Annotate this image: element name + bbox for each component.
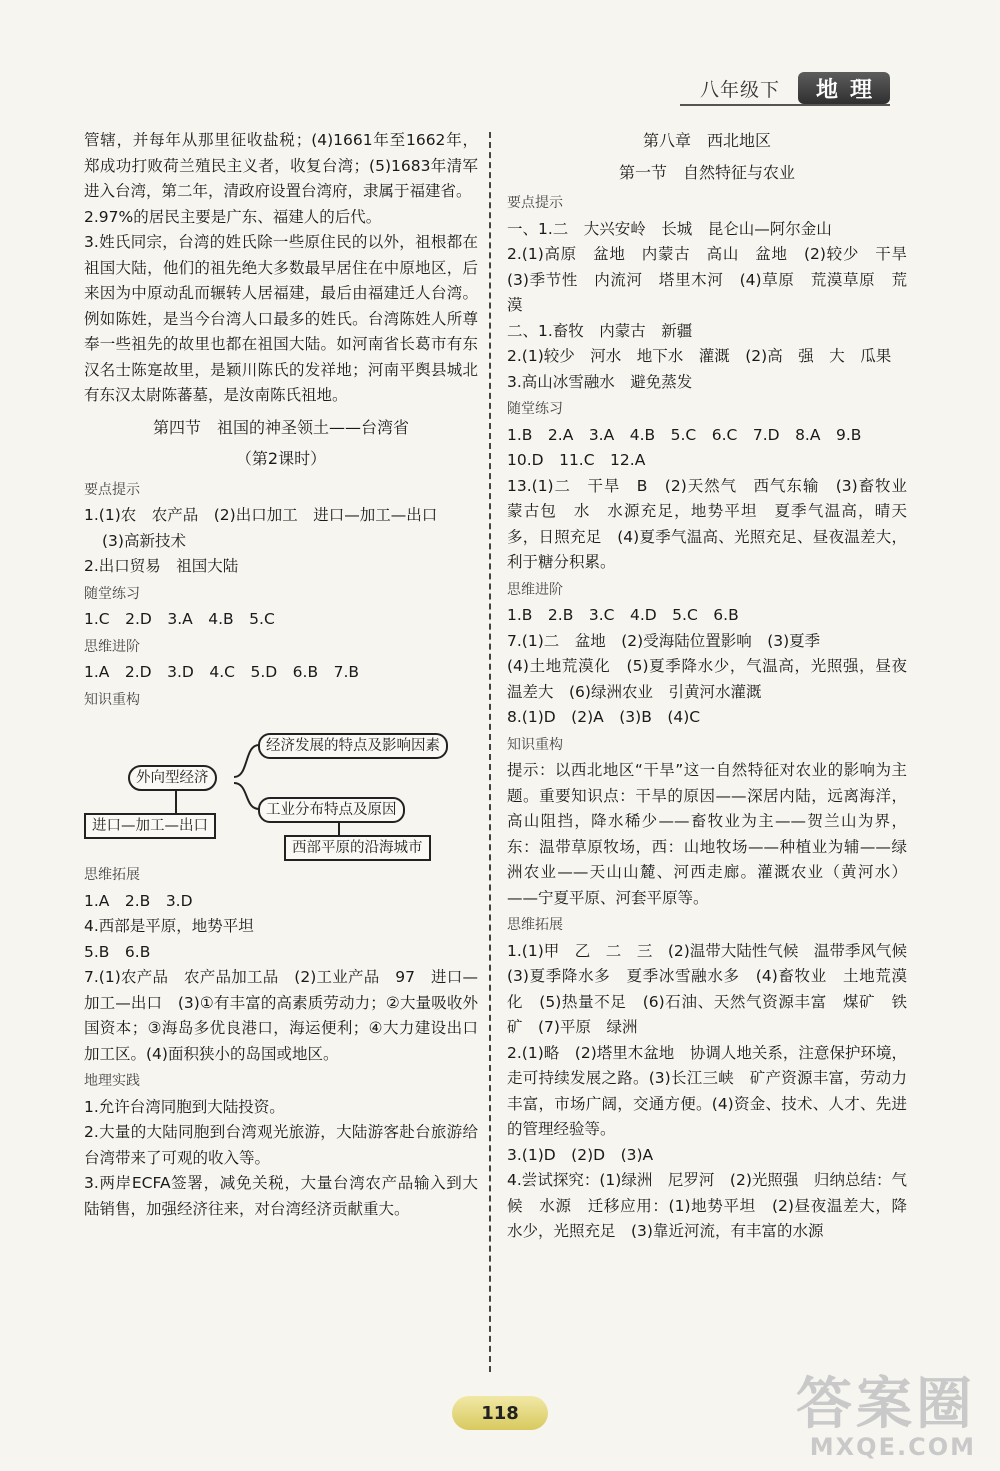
answer-line: 1.(1)甲 乙 二 三 (2)温带大陆性气候 温带季风气候 (3)夏季降水多 夏季冰雪融水多 (4)畜牧业 土地荒漠化 (5)热量不足 (6)石油、天然气资源丰富 煤矿 铁矿 (7)平原 绿洲 xyxy=(507,941,923,1036)
heading-practice: 随堂练习 xyxy=(507,401,563,417)
leaf-node: 进口—加工—出口 xyxy=(84,813,216,839)
intro-paragraph: 3.姓氏同宗，台湾的姓氏除一些原住民的以外，祖根都在祖国大陆，他们的祖先绝大多数最早居住在中原地区，后来因为中原动乱而辗转人居福建，最后由福建迁人台湾。例如陈姓，是当今台湾人口最多的姓氏。台湾陈姓人所尊奉一些祖先的故里也都在祖国大陆。如河南省长葛市有东汉名士陈寔故里，是颖川陈氏的发祥地；河南平舆县城北有东汉太尉陈蕃墓，是汝南陈氏祖地。 xyxy=(84,233,478,404)
answer-line: 3.高山冰雪融水 避免蒸发 xyxy=(507,372,693,391)
watermark xyxy=(796,1372,976,1461)
answer-line: 一、1.二 大兴安岭 长城 昆仑山—阿尔金山 xyxy=(507,219,832,238)
answer-line: 2.大量的大陆同胞到台湾观光旅游，大陆游客赴台旅游给台湾带来了可观的收入等。 xyxy=(84,1123,478,1167)
answer-line: (3)高新技术 xyxy=(102,531,186,550)
header-rule xyxy=(680,104,890,106)
heading-key-points: 要点提示 xyxy=(84,481,140,498)
answer-line: 2.(1)高原 盆地 内蒙古 高山 盆地 (2)较少 干旱 (3)季节性 内流河 塔里木河 (4)草原 荒漠草原 荒漠 xyxy=(507,245,923,314)
answer-line: 1.C 2.D 3.A 4.B 5.C xyxy=(84,610,275,628)
section-title: 第四节 祖国的神圣领土——台湾省 xyxy=(152,417,409,437)
answer-line: 4.西部是平原，地势平坦 xyxy=(84,917,254,935)
heading-expand: 思维拓展 xyxy=(84,867,140,883)
heading-knowledge: 知识重构 xyxy=(84,691,140,708)
answer-line: 1.B 2.A 3.A 4.B 5.C 6.C 7.D 8.A 9.B xyxy=(507,425,862,444)
answer-line: 1.A 2.B 3.D xyxy=(84,891,193,910)
answer-line: 4.尝试探究：(1)绿洲 尼罗河 (2)光照强 归纳总结：气候 水源 迁移应用：(1)地势平坦 (2)昼夜温差大，降水少，光照充足 (3)靠近河流，有丰富的水源 xyxy=(507,1171,907,1240)
answer-line: 7.(1)农产品 农产品加工品 (2)工业产品 97 进口—加工—出口 (3)①有丰富的高素质劳动力；②大量吸收外国资本；③海岛多优良港口，海运便利；④大力建设出口加工区。(4)面积狭小的岛国或地区。 xyxy=(84,968,478,1063)
left-column xyxy=(84,128,478,1222)
leaf-node: 西部平原的沿海城市 xyxy=(284,835,431,861)
watermark-url: MXQE.COM xyxy=(809,1433,976,1461)
page-header xyxy=(700,72,890,104)
answer-line: 1.B 2.B 3.C 4.D 5.C 6.B xyxy=(507,606,739,624)
heading-geo-practice: 地理实践 xyxy=(84,1073,140,1089)
heading-key-points: 要点提示 xyxy=(507,195,563,211)
answer-line: 1.允许台湾同胞到大陆投资。 xyxy=(84,1097,285,1116)
answer-line: 2.(1)略 (2)塔里木盆地 协调人地关系，注意保护环境，走可持续发展之路。(3)长江三峡 矿产资源丰富，劳动力丰富，市场广阔，交通方便。(4)资金、技术、人才、先进的管理经验等。 xyxy=(507,1043,907,1138)
answer-line: 3.两岸ECFA签署，减免关税，大量台湾农产品输入到大陆销售，加强经济往来，对台湾经济贡献重大。 xyxy=(84,1174,478,1218)
knowledge-text: 提示：以西北地区“干旱”这一自然特征对农业的影响为主题。重要知识点：干旱的原因——深居内陆，远离海洋，高山阻挡，降水稀少——畜牧业为主——贺兰山为界，东：温带草原牧场，西：山地牧场——种植业为辅——绿洲农业——天山山麓、河西走廊。灌溉农业（黄河水）——宁夏平原、河套平原等。 xyxy=(507,761,907,907)
answer-line: 5.B 6.B xyxy=(84,942,151,961)
page-number: 118 xyxy=(452,1396,548,1430)
answer-line: 1.(1)农 农产品 (2)出口加工 进口—加工—出口 xyxy=(84,506,438,524)
answer-line: 2.(1)较少 河水 地下水 灌溉 (2)高 强 大 瓜果 xyxy=(507,347,892,365)
subject-badge: 地理 xyxy=(798,72,890,104)
answer-line: 7.(1)二 盆地 (2)受海陆位置影响 (3)夏季 xyxy=(507,631,821,650)
answer-line: 10.D 11.C 12.A xyxy=(507,451,646,469)
knowledge-map xyxy=(84,717,478,857)
heading-advance: 思维进阶 xyxy=(84,638,140,655)
branch-node: 经济发展的特点及影响因素 xyxy=(258,733,448,759)
watermark-logo-text: 答案圈 xyxy=(796,1372,976,1437)
branch-node: 工业分布特点及原因 xyxy=(258,797,405,823)
intro-paragraph: 管辖，并每年从那里征收盐税；(4)1661年至1662年，郑成功打败荷兰殖民主义者，收复台湾；(5)1683年清军进入台湾，第二年，清政府设置台湾府，隶属于福建省。 xyxy=(84,131,478,200)
answer-line: 3.(1)D (2)D (3)A xyxy=(507,1145,654,1164)
answer-line: 二、1.畜牧 内蒙古 新疆 xyxy=(507,321,693,340)
answer-line: 8.(1)D (2)A (3)B (4)C xyxy=(507,708,701,726)
chapter-title: 第八章 西北地区 xyxy=(642,131,771,150)
center-node: 外向型经济 xyxy=(128,765,217,791)
intro-paragraph: 2.97%的居民主要是广东、福建人的后代。 xyxy=(84,207,382,226)
section-title: 第一节 自然特征与农业 xyxy=(618,162,795,182)
right-column xyxy=(507,128,923,1245)
heading-advance: 思维进阶 xyxy=(507,581,563,598)
grade-label: 八年级下 xyxy=(699,79,780,101)
heading-practice: 随堂练习 xyxy=(84,585,140,602)
heading-expand: 思维拓展 xyxy=(507,917,563,933)
answer-line: (4)土地荒漠化 (5)夏季降水少，气温高，光照强，昼夜温差大 (6)绿洲农业 引黄河水灌溉 xyxy=(507,657,907,701)
answer-line: 1.A 2.D 3.D 4.C 5.D 6.B 7.B xyxy=(84,663,360,681)
heading-knowledge: 知识重构 xyxy=(507,736,563,753)
column-divider xyxy=(489,132,491,1372)
answer-line: 13.(1)二 干旱 B (2)天然气 西气东输 (3)畜牧业 蒙古包 水 水源充足，地势平坦 夏季气温高，晴天多，日照充足 (4)夏季气温高、光照充足、昼夜温差大，利于糖分积累。 xyxy=(507,476,923,571)
answer-line: 2.出口贸易 祖国大陆 xyxy=(84,557,239,575)
lesson-label: （第2课时） xyxy=(235,449,327,468)
